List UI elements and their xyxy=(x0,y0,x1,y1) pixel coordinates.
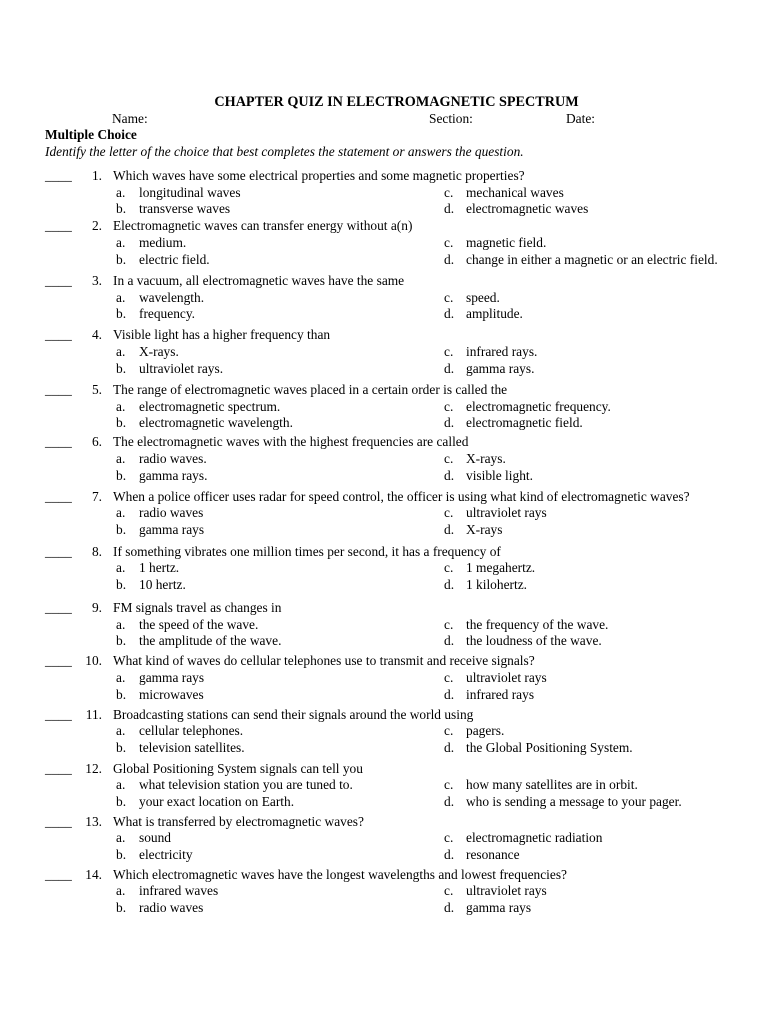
option-text: radio waves. xyxy=(139,451,207,467)
question-item xyxy=(0,600,768,650)
question-text: FM signals travel as changes in xyxy=(113,600,282,616)
options-row xyxy=(0,344,768,361)
student-info-row xyxy=(0,111,768,127)
section-heading: Multiple Choice xyxy=(45,127,137,142)
option-letter: b. xyxy=(116,521,127,537)
question-number: 6. xyxy=(91,434,102,450)
option-letter: a. xyxy=(116,343,126,359)
question-item xyxy=(0,867,768,917)
option-letter: a. xyxy=(116,184,126,200)
option-letter: a. xyxy=(116,669,126,685)
option-letter: a. xyxy=(116,830,126,846)
question-line xyxy=(0,600,768,617)
options-row xyxy=(0,577,768,594)
question-text: The range of electromagnetic waves placed in a certain order is called the xyxy=(113,381,508,397)
option-text: cellular telephones. xyxy=(139,723,244,739)
option-letter: c. xyxy=(444,451,454,467)
option-letter: a. xyxy=(116,616,126,632)
question-item xyxy=(0,544,768,594)
option-letter: b. xyxy=(116,846,127,862)
options-row xyxy=(0,468,768,485)
option-letter: c. xyxy=(444,184,454,200)
option-text: visible light. xyxy=(466,467,533,483)
option-text: infrared waves xyxy=(139,883,219,899)
options-row xyxy=(0,290,768,307)
question-line xyxy=(0,218,768,235)
question-line xyxy=(0,761,768,778)
options-row xyxy=(0,505,768,522)
options-row xyxy=(0,617,768,634)
options-row xyxy=(0,900,768,917)
answer-blank[interactable]: ____ xyxy=(45,813,72,829)
question-text: What is transferred by electromagnetic waves? xyxy=(113,813,364,829)
question-number: 7. xyxy=(91,488,102,504)
option-letter: b. xyxy=(116,633,127,649)
option-letter: d. xyxy=(444,793,455,809)
answer-blank[interactable]: ____ xyxy=(45,760,72,776)
name-label: Name: xyxy=(112,111,148,126)
page-title: CHAPTER QUIZ IN ELECTROMAGNETIC SPECTRUM xyxy=(214,94,579,110)
option-text: 1 hertz. xyxy=(139,560,180,576)
section-label: Section: xyxy=(429,111,473,126)
option-text: gamma rays xyxy=(466,900,532,916)
option-letter: b. xyxy=(116,415,127,431)
option-text: electromagnetic field. xyxy=(466,415,583,431)
option-letter: c. xyxy=(444,289,454,305)
options-row xyxy=(0,670,768,687)
question-item xyxy=(0,761,768,811)
option-letter: a. xyxy=(116,777,126,793)
option-letter: a. xyxy=(116,560,126,576)
option-text: X-rays. xyxy=(466,451,506,467)
option-letter: d. xyxy=(444,686,455,702)
option-text: gamma rays xyxy=(139,669,205,685)
options-row xyxy=(0,633,768,650)
option-letter: a. xyxy=(116,883,126,899)
option-letter: b. xyxy=(116,201,127,217)
option-letter: c. xyxy=(444,669,454,685)
options-row xyxy=(0,252,768,269)
answer-blank[interactable]: ____ xyxy=(45,327,72,343)
option-text: speed. xyxy=(466,289,500,305)
option-text: electromagnetic wavelength. xyxy=(139,415,293,431)
options-row xyxy=(0,830,768,847)
option-text: ultraviolet rays. xyxy=(139,360,224,376)
options-row xyxy=(0,847,768,864)
question-text: What kind of waves do cellular telephones use to transmit and receive signals? xyxy=(113,653,535,669)
option-text: the frequency of the wave. xyxy=(466,616,609,632)
question-number: 13. xyxy=(85,813,102,829)
option-letter: d. xyxy=(444,306,455,322)
question-text: Global Positioning System signals can tell you xyxy=(113,760,363,776)
option-text: pagers. xyxy=(466,723,505,739)
option-letter: d. xyxy=(444,521,455,537)
question-number: 8. xyxy=(91,543,102,559)
option-letter: d. xyxy=(444,201,455,217)
option-text: electric field. xyxy=(139,251,210,267)
question-line xyxy=(0,814,768,831)
question-item xyxy=(0,434,768,484)
option-letter: d. xyxy=(444,415,455,431)
option-letter: b. xyxy=(116,739,127,755)
option-text: how many satellites are in orbit. xyxy=(466,777,638,793)
option-letter: c. xyxy=(444,830,454,846)
option-letter: a. xyxy=(116,289,126,305)
question-number: 14. xyxy=(85,866,102,882)
option-text: the speed of the wave. xyxy=(139,616,259,632)
option-letter: b. xyxy=(116,793,127,809)
option-text: 1 megahertz. xyxy=(466,560,536,576)
options-row xyxy=(0,306,768,323)
option-letter: c. xyxy=(444,234,454,250)
question-line xyxy=(0,168,768,185)
options-row xyxy=(0,522,768,539)
question-number: 9. xyxy=(91,600,102,616)
option-text: frequency. xyxy=(139,306,196,322)
question-line xyxy=(0,489,768,506)
option-text: the Global Positioning System. xyxy=(466,739,633,755)
question-item xyxy=(0,273,768,323)
option-text: ultraviolet rays xyxy=(466,883,547,899)
question-text: Visible light has a higher frequency than xyxy=(113,327,331,343)
answer-blank[interactable]: ____ xyxy=(45,168,72,183)
question-line xyxy=(0,653,768,670)
question-item xyxy=(0,814,768,864)
option-letter: b. xyxy=(116,306,127,322)
question-number: 12. xyxy=(85,760,102,776)
question-text: Which electromagnetic waves have the longest wavelengths and lowest frequencies? xyxy=(113,866,567,882)
answer-blank[interactable]: ____ xyxy=(45,543,72,559)
options-row xyxy=(0,723,768,740)
answer-blank[interactable]: ____ xyxy=(45,434,72,450)
option-text: ultraviolet rays xyxy=(466,669,547,685)
option-text: sound xyxy=(139,830,171,846)
option-letter: d. xyxy=(444,739,455,755)
question-item xyxy=(0,382,768,432)
option-text: gamma rays. xyxy=(466,360,535,376)
option-letter: a. xyxy=(116,505,126,521)
option-text: mechanical waves xyxy=(466,184,564,200)
option-letter: b. xyxy=(116,360,127,376)
options-row xyxy=(0,235,768,252)
question-item xyxy=(0,489,768,539)
question-number: 11. xyxy=(85,706,102,722)
option-text: electromagnetic waves xyxy=(466,201,589,217)
option-letter: c. xyxy=(444,398,454,414)
question-text: Electromagnetic waves can transfer energy without a(n) xyxy=(113,218,413,234)
option-text: microwaves xyxy=(139,686,204,702)
question-text: The electromagnetic waves with the highest frequencies are called xyxy=(113,434,469,450)
option-text: radio waves xyxy=(139,900,204,916)
options-row xyxy=(0,451,768,468)
question-list xyxy=(0,168,768,917)
question-line xyxy=(0,867,768,884)
options-row xyxy=(0,361,768,378)
option-letter: a. xyxy=(116,723,126,739)
answer-blank[interactable]: ____ xyxy=(45,218,72,234)
option-letter: d. xyxy=(444,900,455,916)
option-text: infrared rays. xyxy=(466,343,538,359)
question-line xyxy=(0,327,768,344)
answer-blank[interactable]: ____ xyxy=(45,381,72,397)
option-text: amplitude. xyxy=(466,306,523,322)
option-text: your exact location on Earth. xyxy=(139,793,295,809)
answer-blank[interactable]: ____ xyxy=(45,706,72,722)
option-text: gamma rays. xyxy=(139,467,208,483)
answer-blank[interactable]: ____ xyxy=(45,600,72,616)
option-letter: d. xyxy=(444,360,455,376)
option-text: gamma rays xyxy=(139,521,205,537)
answer-blank[interactable]: ____ xyxy=(45,653,72,669)
option-text: electricity xyxy=(139,846,193,862)
answer-blank[interactable]: ____ xyxy=(45,272,72,288)
options-row xyxy=(0,415,768,432)
options-row xyxy=(0,740,768,757)
question-number: 10. xyxy=(85,653,102,669)
option-letter: c. xyxy=(444,560,454,576)
option-text: magnetic field. xyxy=(466,234,547,250)
options-row xyxy=(0,560,768,577)
question-line xyxy=(0,544,768,561)
question-number: 3. xyxy=(91,272,102,288)
option-letter: b. xyxy=(116,467,127,483)
option-text: radio waves xyxy=(139,505,204,521)
option-text: electromagnetic spectrum. xyxy=(139,398,281,414)
options-row xyxy=(0,185,768,202)
question-number: 1. xyxy=(91,168,102,183)
option-letter: b. xyxy=(116,251,127,267)
question-item xyxy=(0,653,768,703)
question-item xyxy=(0,327,768,377)
question-number: 5. xyxy=(91,381,102,397)
option-text: 1 kilohertz. xyxy=(466,576,527,592)
option-text: who is sending a message to your pager. xyxy=(466,793,682,809)
option-letter: b. xyxy=(116,576,127,592)
question-text: When a police officer uses radar for speed control, the officer is using what kind of electromagnetic waves? xyxy=(113,488,690,504)
question-number: 2. xyxy=(91,218,102,234)
option-text: the amplitude of the wave. xyxy=(139,633,282,649)
option-text: X-rays xyxy=(466,521,503,537)
question-line xyxy=(0,273,768,290)
question-text: Which waves have some electrical properties and some magnetic properties? xyxy=(113,168,525,183)
options-row xyxy=(0,399,768,416)
option-text: television satellites. xyxy=(139,739,245,755)
question-line xyxy=(0,434,768,451)
question-text: In a vacuum, all electromagnetic waves have the same xyxy=(113,272,405,288)
option-text: electromagnetic frequency. xyxy=(466,398,611,414)
option-letter: d. xyxy=(444,467,455,483)
option-letter: d. xyxy=(444,576,455,592)
instructions: Identify the letter of the choice that best completes the statement or answers the question. xyxy=(45,144,524,159)
option-letter: d. xyxy=(444,633,455,649)
option-letter: a. xyxy=(116,451,126,467)
option-letter: c. xyxy=(444,343,454,359)
option-text: longitudinal waves xyxy=(139,184,241,200)
option-text: resonance xyxy=(466,846,520,862)
question-line xyxy=(0,382,768,399)
options-row xyxy=(0,777,768,794)
option-letter: c. xyxy=(444,505,454,521)
options-row xyxy=(0,201,768,218)
question-item xyxy=(0,168,768,218)
option-text: medium. xyxy=(139,234,187,250)
option-text: infrared rays xyxy=(466,686,535,702)
option-letter: c. xyxy=(444,883,454,899)
question-text: Broadcasting stations can send their signals around the world using xyxy=(113,706,474,722)
option-letter: a. xyxy=(116,398,126,414)
option-letter: c. xyxy=(444,723,454,739)
question-item xyxy=(0,218,768,268)
question-line xyxy=(0,707,768,724)
option-text: transverse waves xyxy=(139,201,231,217)
option-text: wavelength. xyxy=(139,289,205,305)
options-row xyxy=(0,687,768,704)
answer-blank[interactable]: ____ xyxy=(45,488,72,504)
option-letter: b. xyxy=(116,900,127,916)
option-letter: d. xyxy=(444,251,455,267)
question-item xyxy=(0,707,768,757)
option-letter: b. xyxy=(116,686,127,702)
option-text: 10 hertz. xyxy=(139,576,186,592)
question-text: If something vibrates one million times per second, it has a frequency of xyxy=(113,543,501,559)
option-letter: c. xyxy=(444,777,454,793)
option-text: what television station you are tuned to. xyxy=(139,777,353,793)
option-text: X-rays. xyxy=(139,343,179,359)
answer-blank[interactable]: ____ xyxy=(45,866,72,882)
option-text: electromagnetic radiation xyxy=(466,830,603,846)
option-text: change in either a magnetic or an electric field. xyxy=(466,251,718,267)
option-text: the loudness of the wave. xyxy=(466,633,602,649)
option-text: ultraviolet rays xyxy=(466,505,547,521)
question-number: 4. xyxy=(91,327,102,343)
option-letter: a. xyxy=(116,234,126,250)
option-letter: d. xyxy=(444,846,455,862)
options-row xyxy=(0,794,768,811)
options-row xyxy=(0,883,768,900)
option-letter: c. xyxy=(444,616,454,632)
date-label: Date: xyxy=(566,111,595,126)
